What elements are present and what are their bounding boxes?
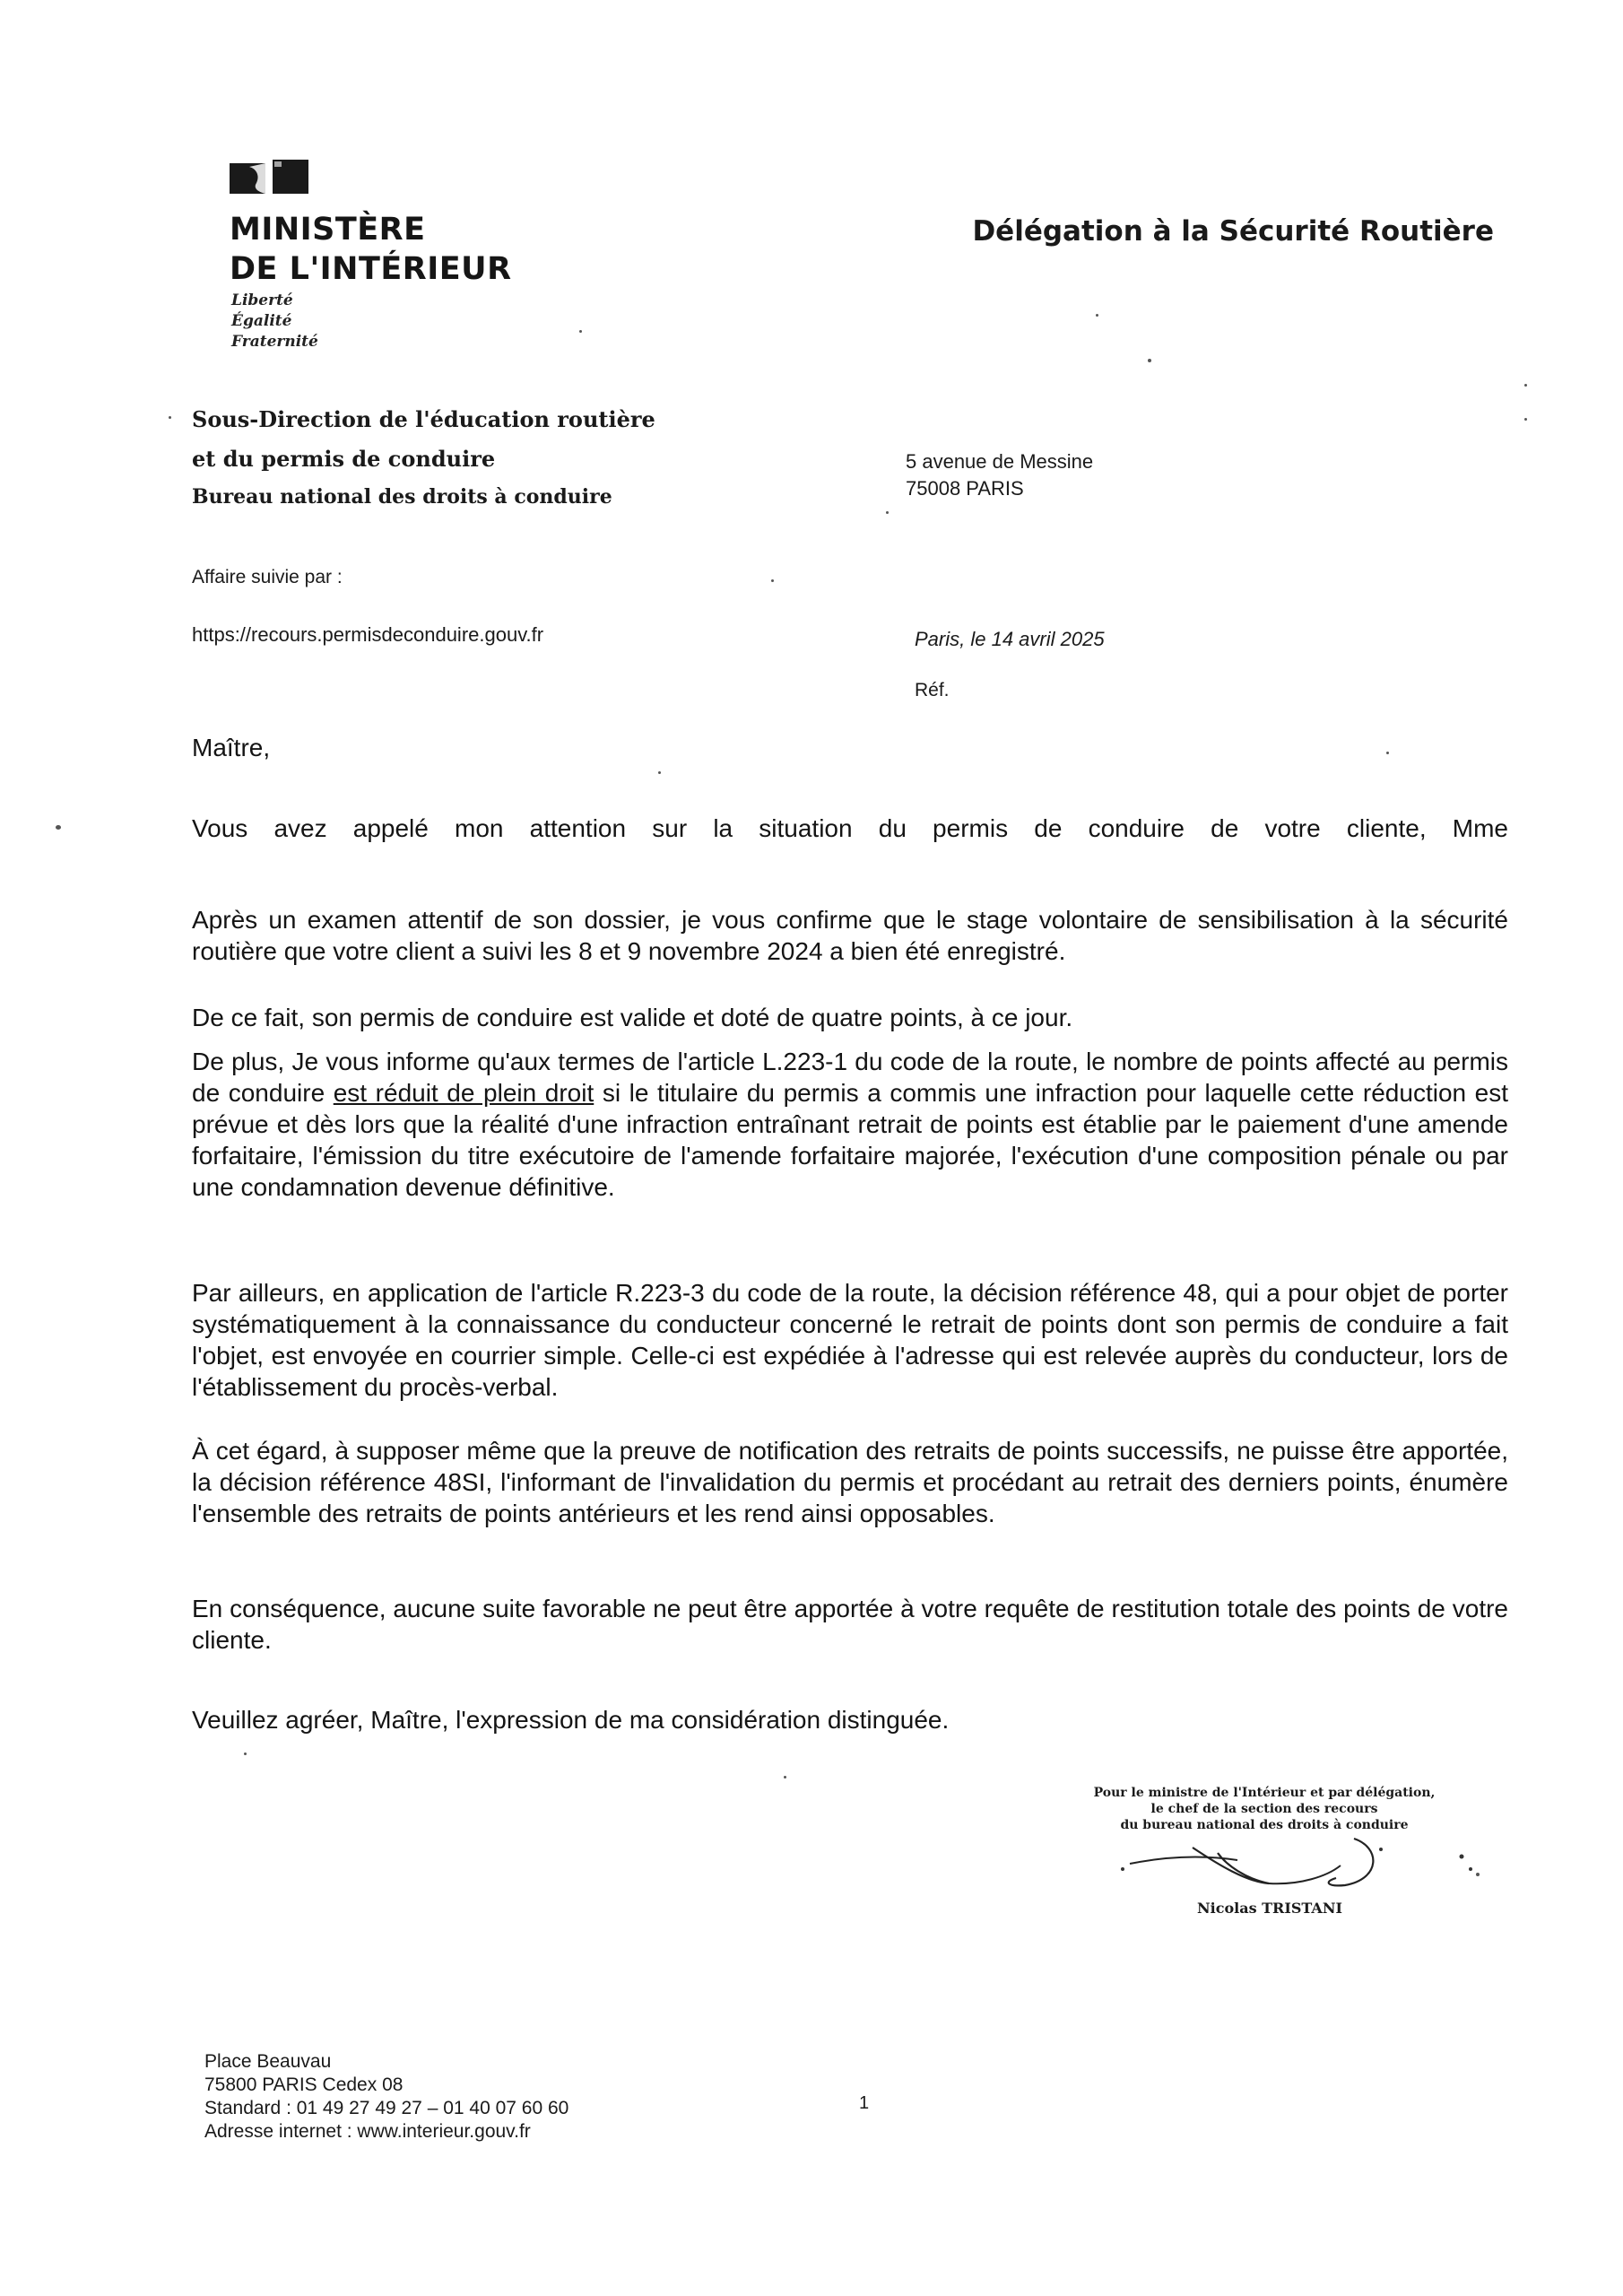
scan-speck [1386,752,1389,754]
scan-speck [1148,359,1151,362]
scan-speck [169,416,171,419]
signature-line1: Pour le ministre de l'Intérieur et par délégation, [1093,1786,1436,1800]
recours-url: https://recours.permisdeconduire.gouv.fr [192,623,544,646]
signature-block [1031,1785,1497,1833]
scan-speck [658,771,661,774]
scan-speck [784,1776,786,1779]
republic-motto [231,291,318,352]
paragraph-5: Par ailleurs, en application de l'article R.223-3 du code de la route, la décision référence 48, qui a pour objet de porter systématiquement à la connaissance du conducteur concerné le retrait de points dont son permis de conduire a fait l'objet, est envoyée en courrier simple. Celle-ci est expédiée à l'adresse qui est relevée auprès du conducteur, lors de l'établissement du procès-verbal. [192,1279,1508,1401]
paragraph-8: Veuillez agréer, Maître, l'expression de ma considération distinguée. [192,1706,950,1734]
paragraph-4-before: De plus, Je vous informe qu'aux termes de l'article L.223-1 du code de la route, le nombre de points affecté au permis de conduire [192,1048,1508,1107]
service-block [192,400,655,515]
paragraph-4-underlined: est réduit de plein droit [333,1079,595,1107]
delegation-heading: Délégation à la Sécurité Routière [972,215,1494,248]
ministry-name [230,210,512,289]
ministry-name-line2: DE L'INTÉRIEUR [230,251,512,287]
scan-speck [1524,384,1527,387]
footer-contact [204,2050,568,2144]
footer-line2: 75800 PARIS Cedex 08 [204,2074,404,2095]
scan-speck [886,511,889,514]
service-line1: Sous-Direction de l'éducation routière [192,406,655,432]
signature-line3: du bureau national des droits à conduire [1120,1818,1409,1832]
scan-speck [1096,314,1098,317]
signer-name: Nicolas TRISTANI [1197,1900,1342,1917]
page-number: 1 [859,2093,870,2113]
service-line3: Bureau national des droits à conduire [192,485,612,509]
sender-address [906,448,1093,502]
affaire-label: Affaire suivie par : [192,567,343,587]
paragraph-4-after: si le titulaire du permis a commis une infraction pour laquelle cette réduction est prévue et dès lors que la réalité d'une infraction entraînant retrait de points est établie par le paiement d'une amende forfaitaire, l'émission du titre exécutoire de l'amende forfaitaire majorée, l'exécution d'une composition pénale ou par une condamnation devenue définitive. [192,1079,1509,1201]
paragraph-6: À cet égard, à supposer même que la preuve de notification des retraits de points successifs, ne puisse être apportée, la décision référence 48SI, l'informant de l'invalidation du permis et procédant au retrait des derniers points, énumère l'ensemble des retraits de points antérieurs et les rend ainsi opposables. [192,1437,1508,1527]
service-line2: et du permis de conduire [192,446,496,472]
motto-fraternite: Fraternité [231,333,318,351]
marianne-logo-icon [230,160,310,196]
address-city: 75008 PARIS [906,477,1024,500]
salutation: Maître, [192,734,271,761]
scan-speck [579,330,582,333]
letter-date: Paris, le 14 avril 2025 [915,628,1105,650]
signature-line2: le chef de la section des recours [1150,1802,1378,1816]
scan-speck [56,825,61,830]
paragraph-3: De ce fait, son permis de conduire est valide et doté de quatre points, à ce jour. [192,1004,1073,1031]
handwritten-signature-icon [1112,1830,1506,1901]
paragraph-2: Après un examen attentif de son dossier, je vous confirme que le stage volontaire de sensibilisation à la sécurité routière que votre client a suivi les 8 et 9 novembre 2024 a bien été enregistré. [192,906,1508,965]
address-street: 5 avenue de Messine [906,450,1094,473]
paragraph-1: Vous avez appelé mon attention sur la situation du permis de conduire de votre cliente, Mme [192,814,1508,842]
footer-line1: Place Beauvau [204,2051,332,2072]
scan-speck [771,579,774,582]
paragraph-7: En conséquence, aucune suite favorable ne peut être apportée à votre requête de restitution totale des points de votre cliente. [192,1595,1508,1654]
motto-liberte: Liberté [231,291,293,309]
paragraph-4 [192,1046,1508,1203]
reference-label: Réf. [915,680,950,700]
ministry-name-line1: MINISTÈRE [230,212,426,248]
footer-line4: Adresse internet : www.interieur.gouv.fr [204,2121,531,2142]
scan-speck [1524,418,1527,421]
motto-egalite: Égalité [231,312,292,330]
scan-speck [1476,1873,1480,1876]
scan-speck [244,1752,247,1755]
footer-line3: Standard : 01 49 27 49 27 – 01 40 07 60 60 [204,2098,569,2118]
